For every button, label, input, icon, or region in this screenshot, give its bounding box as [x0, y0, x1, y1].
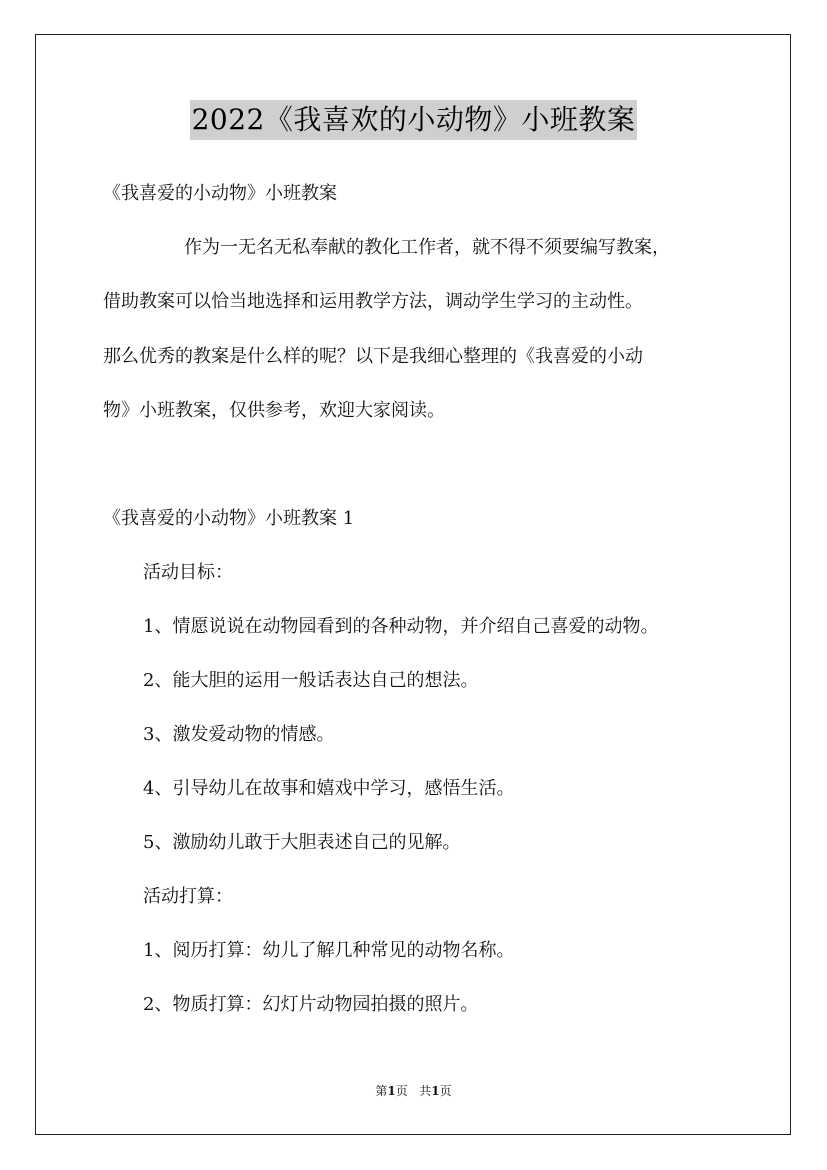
goal-item-2: 2、能大胆的运用一般话表达自己的想法。 — [143, 670, 479, 691]
plan-item-1: 1、阅历打算：幼儿了解几种常见的动物名称。 — [143, 940, 515, 961]
intro-line-3: 那么优秀的教案是什么样的呢？以下是我细心整理的《我喜爱的小动 — [103, 346, 643, 367]
goals-heading: 活动目标： — [143, 562, 233, 583]
total-suffix: 页 — [439, 1084, 452, 1098]
goal-item-1: 1、情愿说说在动物园看到的各种动物，并介绍自己喜爱的动物。 — [143, 616, 659, 637]
intro-line-4: 物》小班教案，仅供参考，欢迎大家阅读。 — [103, 400, 445, 421]
goal-item-4: 4、引导幼儿在故事和嬉戏中学习，感悟生活。 — [143, 778, 515, 799]
total-number: 1 — [431, 1084, 440, 1098]
page-suffix: 页 — [395, 1084, 408, 1098]
document-title: 2022《我喜欢的小动物》小班教案 — [190, 100, 638, 140]
section-title: 《我喜爱的小动物》小班教案 1 — [103, 508, 355, 529]
page-footer — [0, 1083, 827, 1099]
document-title-block — [0, 100, 827, 140]
page-number: 1 — [387, 1084, 396, 1098]
intro-line-2: 借助教案可以恰当地选择和运用教学方法，调动学生学习的主动性。 — [103, 291, 643, 312]
goal-item-5: 5、激励幼儿敢于大胆表述自己的见解。 — [143, 832, 461, 853]
document-subtitle: 《我喜爱的小动物》小班教案 — [103, 183, 337, 204]
goal-item-3: 3、激发爱动物的情感。 — [143, 724, 335, 745]
total-prefix: 共 — [419, 1084, 432, 1098]
page-prefix: 第 — [375, 1084, 388, 1098]
intro-line-1: 作为一无名无私奉献的教化工作者，就不得不须要编写教案， — [184, 237, 670, 258]
plan-heading: 活动打算： — [143, 886, 233, 907]
plan-item-2: 2、物质打算：幻灯片动物园拍摄的照片。 — [143, 994, 479, 1015]
